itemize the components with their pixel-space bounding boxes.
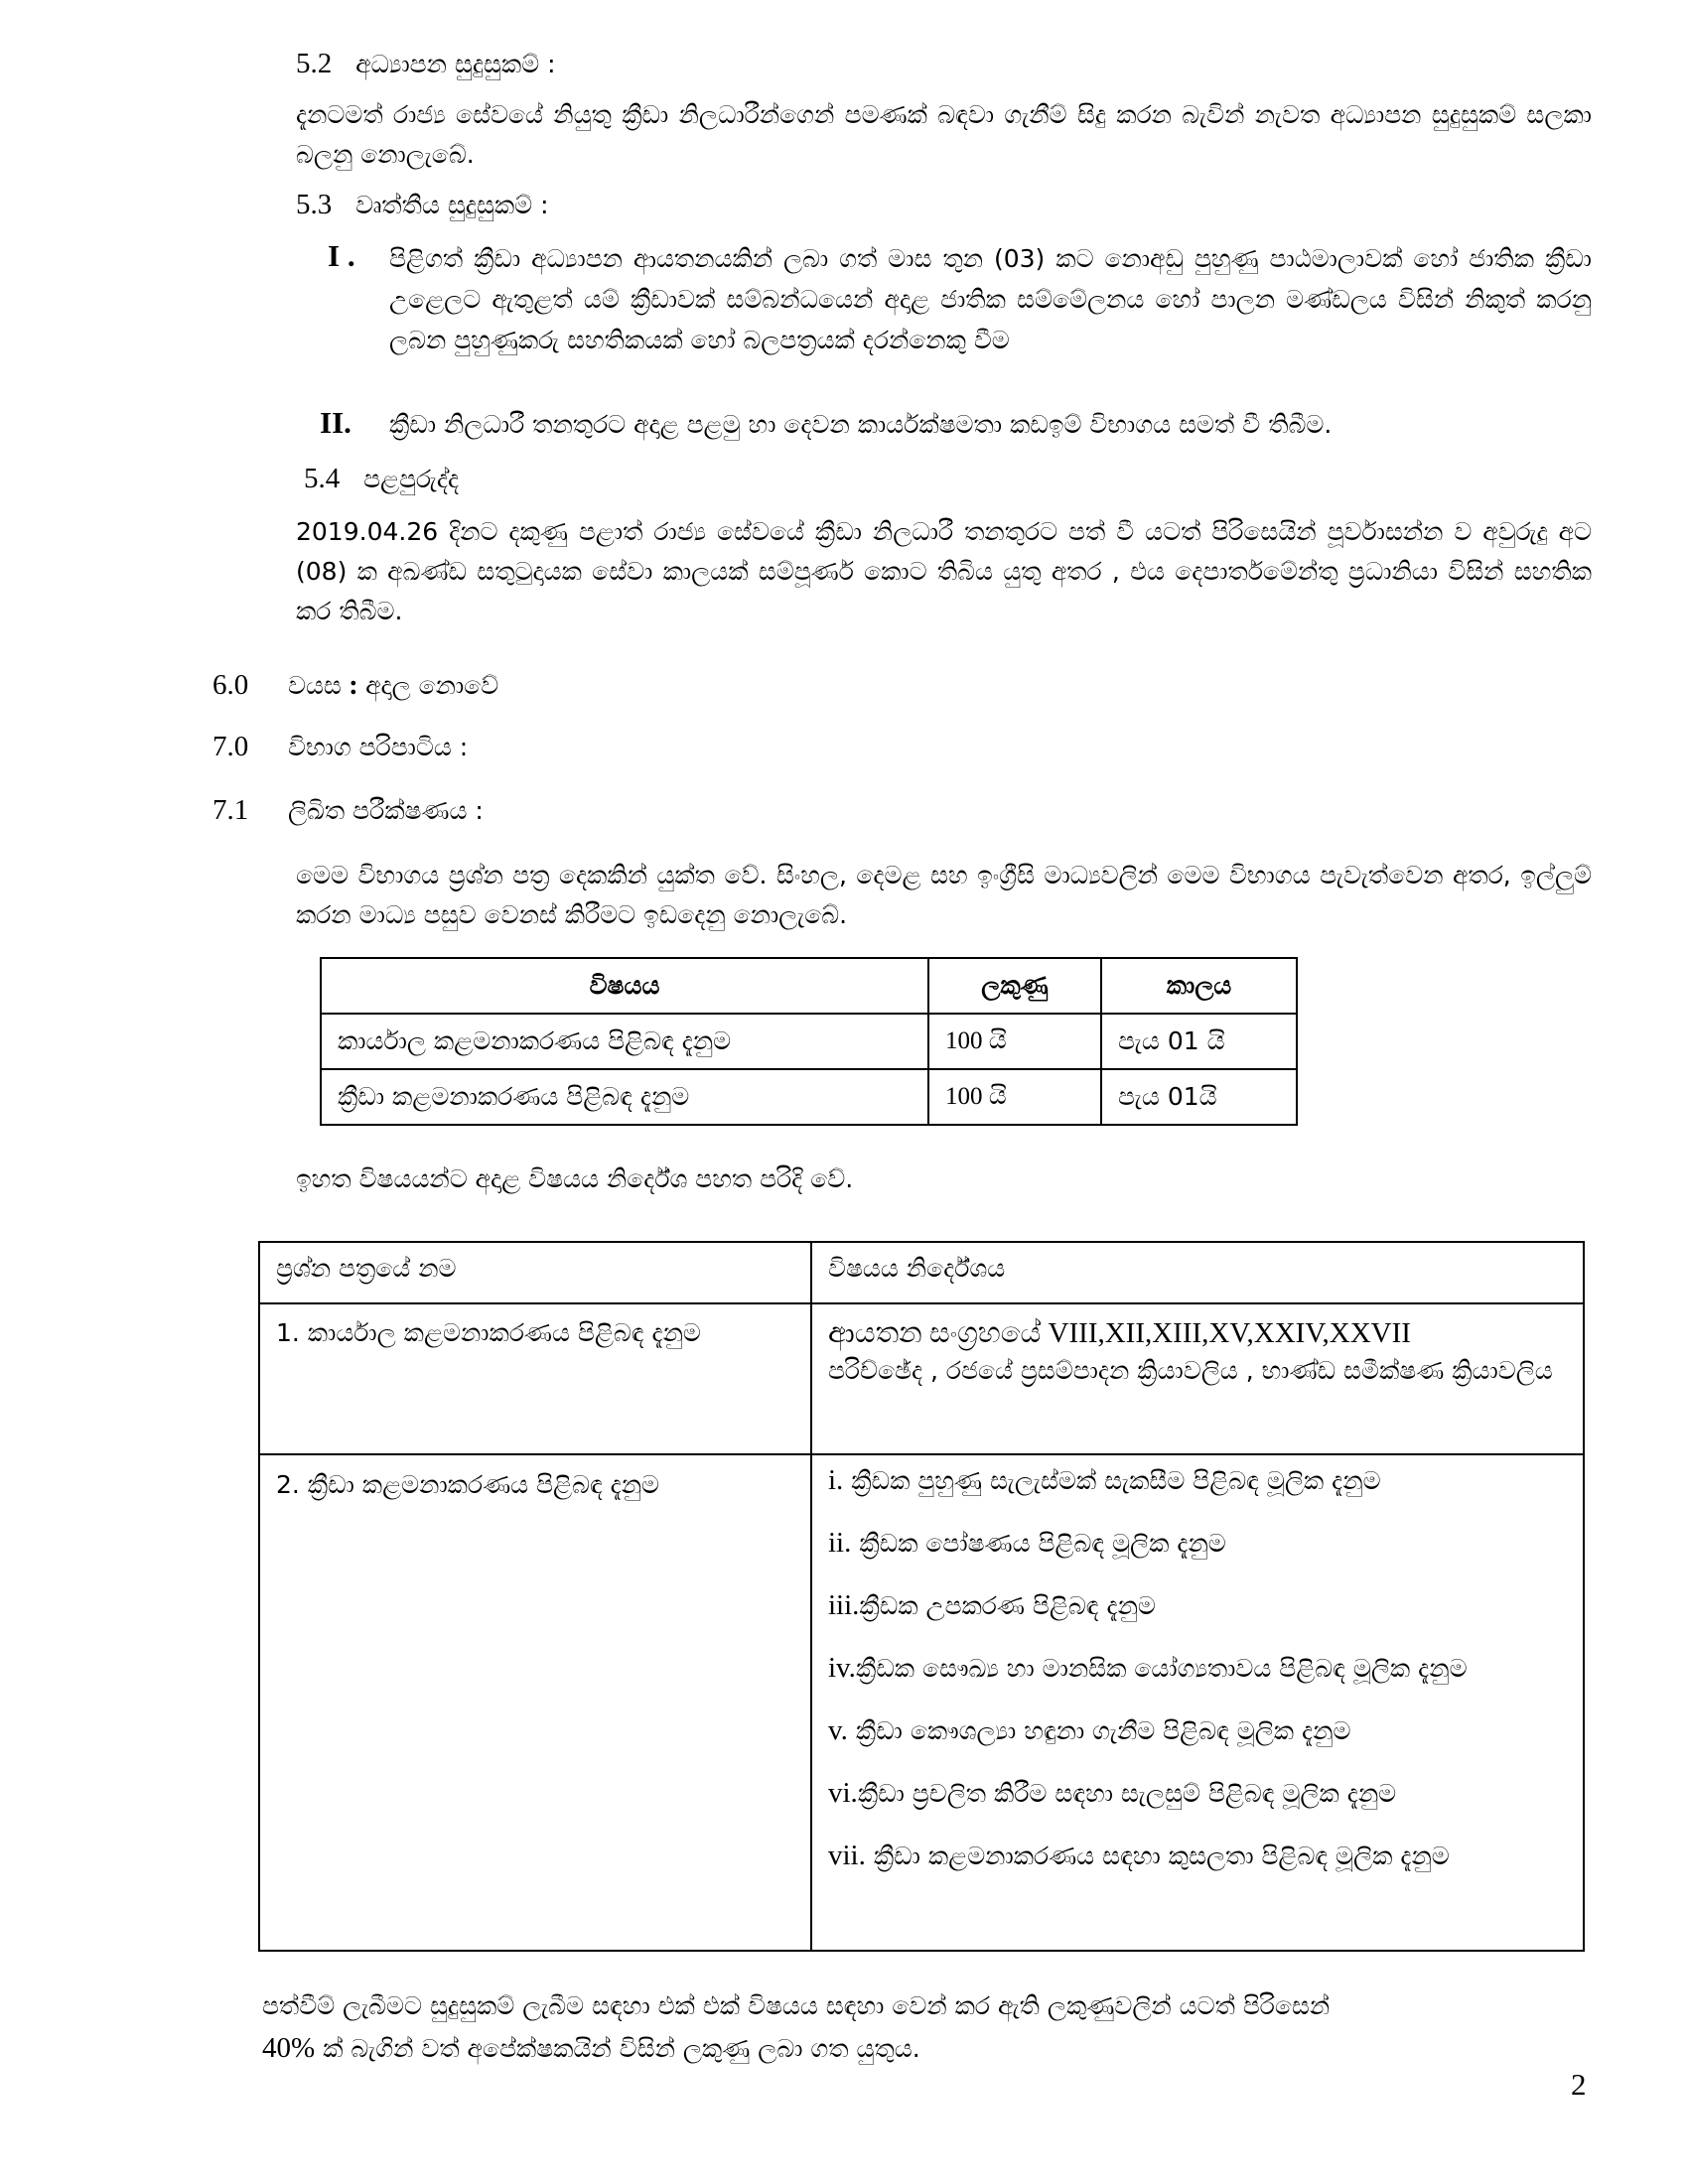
topic-text: ක්‍රීඩා කෞශල්‍යා හඳුනා ගැනීම පිළිබඳ මූලික දැනුම xyxy=(847,1716,1351,1745)
topic-number: iv. xyxy=(828,1652,856,1684)
topic-number: vii. xyxy=(828,1840,866,1871)
colon: : xyxy=(341,669,366,701)
section-title: පළපුරුද්ද xyxy=(363,465,460,493)
section-number: 5.2 xyxy=(296,48,333,79)
section-number: 6.0 xyxy=(212,669,249,701)
syllabus-cell xyxy=(811,1303,1584,1454)
syllabus-intro: ඉහත විෂයයන්ට අදාළ විෂයය නිර්දේශ පහත පරිදි වේ. xyxy=(296,1164,854,1193)
paper-name-cell: 1. කාර්යාල කළමනාකරණය පිළිබඳ දැනුම xyxy=(259,1303,811,1454)
column-header: කාලය xyxy=(1101,958,1297,1014)
table-cell: කාර්යාල කළමනාකරණය පිළිබඳ දැනුම xyxy=(321,1014,928,1069)
section-number: 5.3 xyxy=(296,189,333,220)
table-cell: 100 යි xyxy=(928,1014,1101,1069)
section-5-2-heading xyxy=(296,44,556,84)
section-title: වයස xyxy=(287,671,342,700)
table-header-row xyxy=(259,1242,1584,1303)
topic-text: ක්‍රීඩක පෝෂණය පිළිබඳ මූලික දැනුම xyxy=(851,1529,1226,1558)
section-title: වෘත්තීය සුදුසුකම් : xyxy=(355,191,549,219)
column-header: විෂයය නිර්දේශය xyxy=(811,1242,1584,1303)
code-chapters: ආයතන සංග්‍රහයේ VIII,XII,XIII,XV,XXIV,XXVII xyxy=(828,1317,1411,1349)
topic-text: ක්‍රීඩක උපකරණ පිළිබඳ දැනුම xyxy=(859,1591,1156,1620)
topic-number: v. xyxy=(828,1714,848,1746)
table-cell: 100 යි xyxy=(928,1069,1101,1125)
list-item xyxy=(828,1586,1567,1625)
list-item-text: ක්‍රීඩා නිලධාරී තනතුරට අදාළ පළමු හා දෙවන කාර්යක්ෂමතා කඩඉම් විභාගය සමත් වී තිබීම. xyxy=(389,410,1333,439)
list-item xyxy=(828,1837,1567,1875)
section-title: ලිඛිත පරීක්ෂණය : xyxy=(287,796,484,825)
syllabus-cell xyxy=(811,1454,1584,1951)
table-row xyxy=(259,1454,1584,1951)
list-item xyxy=(828,1649,1567,1688)
topic-number: ii. xyxy=(828,1527,852,1559)
column-header: ලකුණු xyxy=(928,958,1101,1014)
section-7-0-heading xyxy=(212,727,468,767)
list-marker: I . xyxy=(328,238,355,273)
pass-percentage: 40% xyxy=(262,2032,316,2064)
topic-number: i. xyxy=(828,1464,844,1496)
topic-number: vi. xyxy=(828,1777,858,1809)
closing-paragraph xyxy=(262,1985,1593,2070)
exam-table xyxy=(320,957,1298,1126)
syllabus-text: පරිච්ඡේද , රජයේ ප්‍රසම්පාදන ක්‍රියාවලිය , භාණ්ඩ සමීක්ෂණ ක්‍රියාවලිය xyxy=(828,1356,1553,1385)
experience-text: 2019.04.26 දිනට දකුණු පළාත් රාජ්‍ය සේවයේ ක්‍රීඩා නිලධාරී තනතුරට පත් වී යටත් පිරිසෙයින් පූර්වාසන්න ව අවුරුදු අට (08) ක අඛණ්ඩ සතුටුදායක සේවා කාලයක් සම්පූර්ණ කොට තිබිය යුතු අතර , එය දෙපාර්තමේන්තු ප්‍රධානියා විසින් සහතික කර තිබීම. xyxy=(296,517,1592,625)
section-number: 5.4 xyxy=(304,463,341,494)
list-item-text: පිළිගත් ක්‍රීඩා අධ්‍යාපන ආයතනයකින් ලබා ගත් මාස තුන (03) කට නොඅඩු පුහුණු පාඨමාලාවක් හෝ ජාතික ක්‍රීඩා උළෙලට ඇතුළත් යම් ක්‍රීඩාවක් සම්බන්ධයෙන් අදාළ ජාතික සම්මේලනය හෝ පාලන මණ්ඩලය විසින් නිකුත් කරනු ලබන පුහුණුකරු සහතිකයක් හෝ බලපත්‍රයක් දරන්නෙකු වීම xyxy=(389,244,1592,354)
topic-text: ක්‍රීඩක පුහුණු සැලැස්මක් සැකසීම පිළිබඳ මූලික දැනුම xyxy=(843,1466,1381,1495)
table-cell: ක්‍රීඩා කළමනාකරණය පිළිබඳ දැනුම xyxy=(321,1069,928,1125)
section-number: 7.0 xyxy=(212,731,249,762)
section-5-3-heading xyxy=(296,185,549,225)
table-cell: පැය 01යි xyxy=(1101,1069,1297,1125)
column-header: ප්‍රශ්න පත්‍රයේ නම xyxy=(259,1242,811,1303)
page-number: 2 xyxy=(1571,2067,1587,2102)
section-title: අධ්‍යාපන සුදුසුකම් : xyxy=(355,50,556,78)
age-value: අදාල නොවේ xyxy=(365,671,499,700)
table-cell: පැය 01 යි xyxy=(1101,1014,1297,1069)
list-item xyxy=(828,1524,1567,1563)
list-item xyxy=(828,1711,1567,1750)
list-marker: II. xyxy=(320,405,352,440)
closing-line-1: පත්වීම් ලැබීමට සුදුසුකම් ලැබීම සඳහා එක් එක් විෂයය සඳහා වෙන් කර ඇති ලකුණුවලින් යටත් පිරිසෙන් xyxy=(262,1991,1331,2020)
section-6-0-heading xyxy=(212,665,498,706)
table-header-row xyxy=(321,958,1297,1014)
list-item xyxy=(828,1774,1567,1813)
column-header: විෂයය xyxy=(321,958,928,1014)
section-title: විභාග පරිපාටිය : xyxy=(287,733,469,761)
table-row xyxy=(321,1069,1297,1125)
list-item xyxy=(828,1461,1567,1500)
section-5-4-heading xyxy=(304,459,459,499)
section-5-2-text: දැනටමත් රාජ්‍ය සේවයේ නියුතු ක්‍රීඩා නිලධාරීන්ගෙන් පමණක් බඳවා ගැනීම් සිදු කරන බැවින් නැවත අධ්‍යාපන සුදුසුකම් සලකා බලනු නොලැබේ. xyxy=(296,100,1592,169)
topic-text: ක්‍රීඩා කළමනාකරණය සඳහා කුසලතා පිළිබඳ මූලික දැනුම xyxy=(865,1842,1450,1870)
topic-number: iii. xyxy=(828,1589,860,1621)
section-5-4-text xyxy=(296,512,1592,631)
section-7-1-heading xyxy=(212,790,484,831)
syllabus-table xyxy=(258,1241,1585,1952)
table-row xyxy=(259,1303,1584,1454)
section-7-1-text: මෙම විභාගය ප්‍රශ්න පත්‍ර දෙකකින් යුක්ත වේ. සිංහල, දෙමළ සහ ඉංග්‍රීසි මාධ්‍යවලින් මෙම විභාගය පැවැත්වෙන අතර, ඉල්ලුම් කරන මාධ්‍ය පසුව වෙනස් කිරීමට ඉඩදෙනු නොලැබේ. xyxy=(296,861,1592,929)
topic-text: ක්‍රීඩක සෞඛ්‍ය හා මානසික යෝග්‍යතාවය පිළිබඳ මූලික දැනුම xyxy=(855,1654,1468,1683)
closing-line-2: ක් බැගින් වත් අපේක්ෂකයින් විසින් ලකුණු ලබා ගත යුතුය. xyxy=(315,2034,920,2063)
section-number: 7.1 xyxy=(212,794,249,826)
topic-text: ක්‍රීඩා ප්‍රචලිත කිරීම සඳහා සැලසුම් පිළිබඳ මූලික දැනුම xyxy=(857,1779,1397,1808)
paper-name-cell: 2. ක්‍රීඩා කළමනාකරණය පිළිබඳ දැනුම xyxy=(259,1454,811,1951)
table-row xyxy=(321,1014,1297,1069)
